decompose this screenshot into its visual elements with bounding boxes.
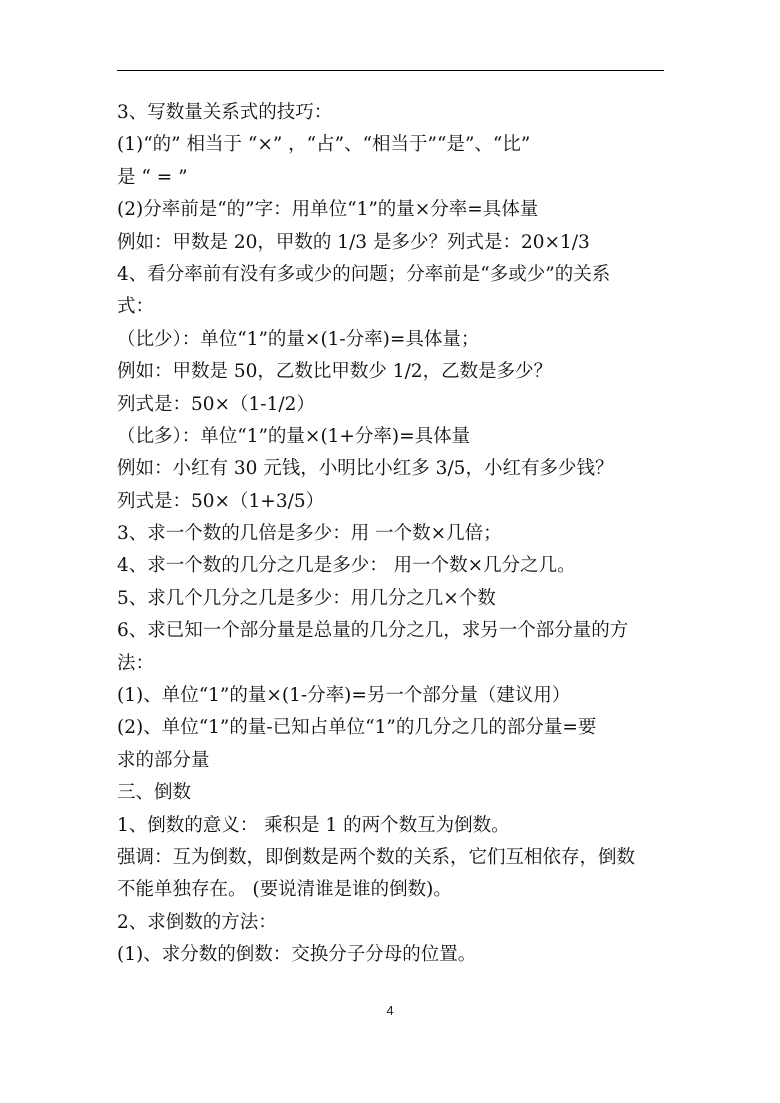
text-line: (2)、单位“1”的量-已知占单位“1”的几分之几的部分量=要 [117, 717, 597, 739]
text-line: 列式是：50×（1+3/5） [117, 490, 325, 512]
text-line: （比多）：单位“1”的量×(1+分率)=具体量 [117, 425, 471, 447]
text-line: 法： [117, 652, 155, 674]
text-line: 例如：小红有 30 元钱，小明比小红多 3/5，小红有多少钱？ [117, 458, 614, 480]
text-line: 4、看分率前有没有多或少的问题；分率前是“多或少”的关系 [117, 263, 611, 285]
text-line: 例如：甲数是 20，甲数的 1/3 是多少？列式是：20×1/3 [117, 231, 590, 253]
text-line: 强调：互为倒数，即倒数是两个数的关系，它们互相依存，倒数 [117, 846, 636, 868]
text-line: (1)“的” 相当于 “×” ，“占”、“相当于”“是”、“比” [117, 134, 531, 156]
text-line: (2)分率前是“的”字：用单位“1”的量×分率=具体量 [117, 199, 539, 221]
text-line: 是 “ = ” [117, 166, 188, 188]
text-line: 求的部分量 [117, 749, 210, 771]
text-line: 列式是：50×（1-1/2） [117, 393, 315, 415]
text-line: 式： [117, 296, 155, 318]
text-line: 2、求倒数的方法： [117, 911, 277, 933]
text-line: 例如：甲数是 50，乙数比甲数少 1/2，乙数是多少？ [117, 361, 553, 383]
section-heading: 三、倒数 [117, 782, 192, 804]
text-line: 3、写数量关系式的技巧： [117, 102, 333, 123]
text-line: 1、倒数的意义： 乘积是 1 的两个数互为倒数。 [117, 814, 510, 836]
header-rule [117, 70, 664, 71]
text-line: 4、求一个数的几分之几是多少： 用一个数×几分之几。 [117, 555, 576, 577]
text-line: (1)、求分数的倒数：交换分子分母的位置。 [117, 944, 477, 966]
text-line: 5、求几个几分之几是多少：用几分之几×个数 [117, 587, 496, 609]
page-body [117, 97, 677, 972]
text-line: (1)、单位“1”的量×(1-分率)=另一个部分量（建议用） [117, 685, 571, 707]
page-number: 4 [386, 1003, 394, 1018]
text-line: （比少）：单位“1”的量×(1-分率)=具体量； [117, 328, 480, 350]
text-line: 6、求已知一个部分量是总量的几分之几，求另一个部分量的方 [117, 620, 629, 642]
text-line: 3、求一个数的几倍是多少：用 一个数×几倍； [117, 523, 502, 545]
text-line: 不能单独存在。 (要说清谁是谁的倒数)。 [117, 879, 452, 901]
